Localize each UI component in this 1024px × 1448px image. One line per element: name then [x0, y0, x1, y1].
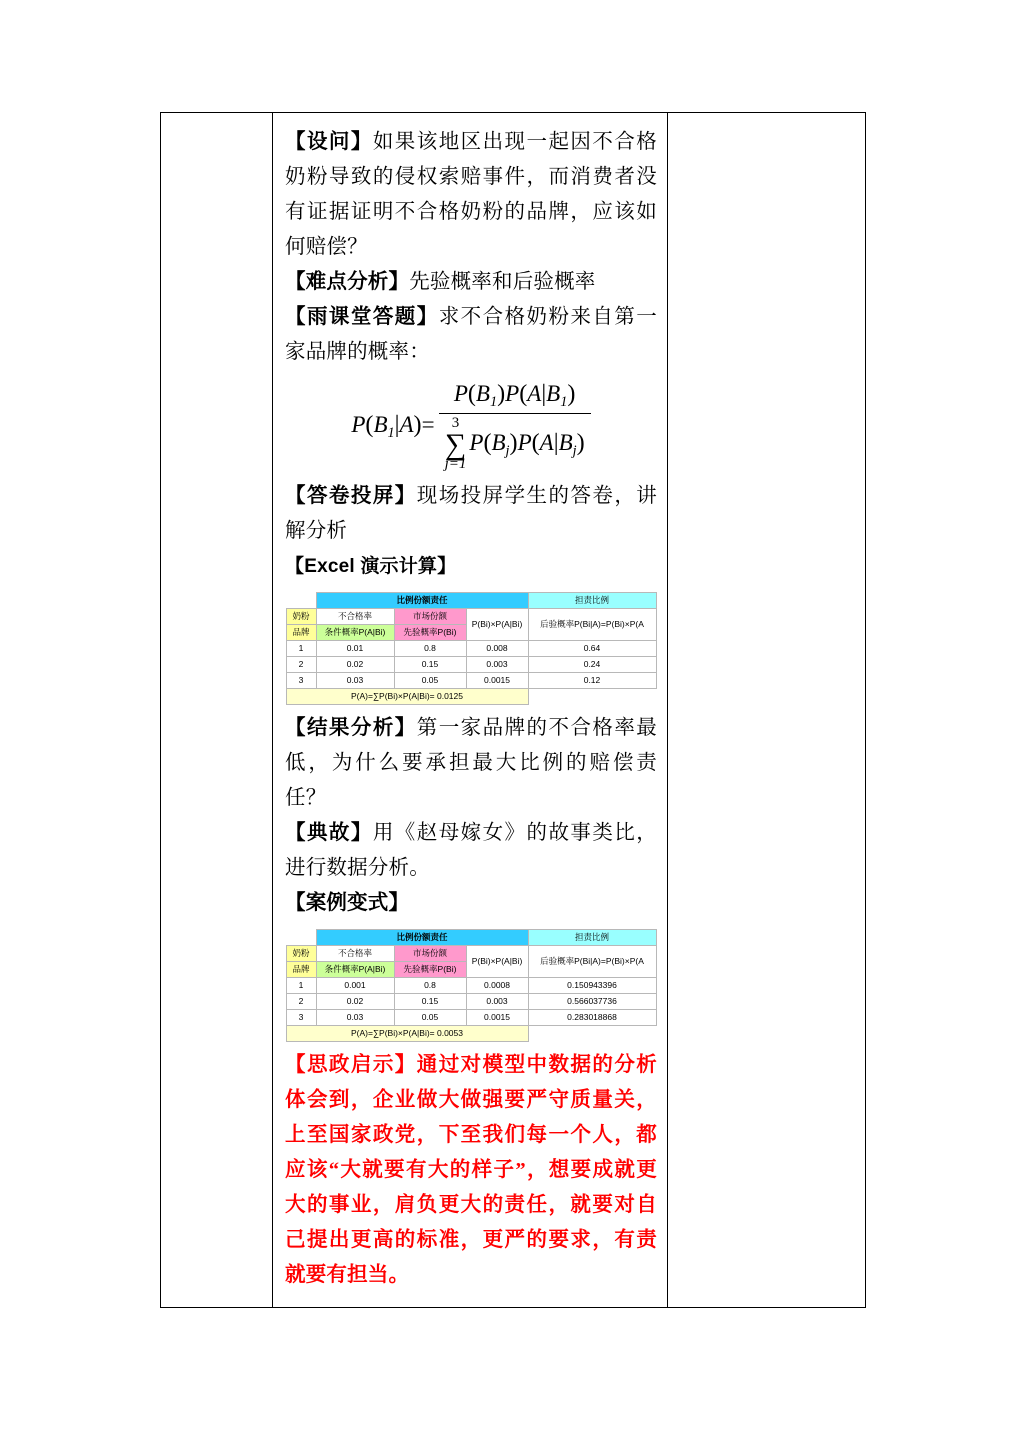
- excel-table-1-r3-share: 0.05: [394, 672, 466, 688]
- paragraph-quiz: [285, 300, 657, 370]
- excel-table-2-r3-share: 0.05: [394, 1009, 466, 1025]
- paragraph-ideological-insight: [285, 1048, 657, 1293]
- excel-table-1-share-title: 市场份额: [394, 608, 466, 624]
- excel-table-2-share-title: 市场份额: [394, 945, 466, 961]
- table-column-content: [273, 113, 668, 1307]
- paragraph-question-label: 【设问】: [285, 131, 373, 153]
- excel-table-1: [286, 592, 657, 705]
- excel-table-1-r2-rate: 0.02: [316, 656, 394, 672]
- table-row: [286, 640, 656, 656]
- paragraph-result-analysis-label: 【结果分析】: [285, 716, 417, 739]
- paragraph-difficulty: [285, 265, 657, 300]
- excel-table-2-r3-rate: 0.03: [316, 1009, 394, 1025]
- excel-table-1-product-header: P(Bi)×P(A|Bi): [466, 608, 528, 640]
- excel-table-1-rate-sub: 条件概率P(A|Bi): [316, 624, 394, 640]
- table-row: [286, 1009, 656, 1025]
- excel-table-2-brand-h1: 奶粉: [286, 945, 316, 961]
- excel-table-1-r3-product: 0.0015: [466, 672, 528, 688]
- excel-table-2-footer: P(A)=∑P(Bi)×P(A|Bi)= 0.0053: [286, 1025, 528, 1041]
- excel-table-1-r2-brand: 2: [286, 656, 316, 672]
- excel-table-2-rate-sub: 条件概率P(A|Bi): [316, 961, 394, 977]
- excel-table-1-wrapper: [285, 592, 657, 705]
- table-row: [286, 977, 656, 993]
- excel-table-2-brand-h2: 品牌: [286, 961, 316, 977]
- excel-table-2-r3-posterior: 0.283018868: [528, 1009, 656, 1025]
- formula-denominator-term: $P(B_j)P(A|B_j)$: [469, 428, 585, 459]
- excel-table-1-title: 比例份额责任: [316, 592, 528, 608]
- excel-table-1-r1-rate: 0.01: [316, 640, 394, 656]
- excel-table-2-r1-product: 0.0008: [466, 977, 528, 993]
- excel-table-2-rate-title: 不合格率: [316, 945, 394, 961]
- excel-table-2-r1-posterior: 0.150943396: [528, 977, 656, 993]
- formula-left-side: $P(B_1|A)=$: [351, 411, 435, 441]
- excel-table-2-r2-product: 0.003: [466, 993, 528, 1009]
- excel-table-1-share-sub: 先验概率P(Bi): [394, 624, 466, 640]
- excel-table-2-wrapper: [285, 929, 657, 1042]
- excel-table-1-r3-brand: 3: [286, 672, 316, 688]
- paragraph-ideological-insight-text: 通过对模型中数据的分析体会到，企业做大做强要严守质量关，上至国家政党，下至我们每一个人，都应该“大就要有大的样子”，想要成就更大的事业，肩负更大的责任，就要对自己提出更高的标准，更严的要求，有责就要有担当。: [285, 1053, 658, 1286]
- paragraph-difficulty-text: 先验概率和后验概率: [409, 271, 596, 293]
- summation-symbol: 3 ∑ j=1: [444, 414, 467, 473]
- paragraph-allusion-label: 【典故】: [285, 821, 373, 844]
- table-row: [286, 929, 656, 945]
- excel-table-2-r1-rate: 0.001: [316, 977, 394, 993]
- paragraph-screencast: [285, 479, 657, 549]
- excel-table-1-footer: P(A)=∑P(Bi)×P(A|Bi)= 0.0125: [286, 688, 528, 704]
- paragraph-result-analysis: [285, 711, 657, 816]
- paragraph-excel-demo-label: 【Excel 演示计算】: [285, 555, 457, 577]
- excel-table-2-r1-brand: 1: [286, 977, 316, 993]
- excel-table-2-share-sub: 先验概率P(Bi): [394, 961, 466, 977]
- paragraph-allusion: [285, 816, 657, 886]
- paragraph-question-text: 如果该地区出现一起因不合格奶粉导致的侵权索赔事件，而消费者没有证据证明不合格奶粉的品牌，应该如何赔偿？: [285, 131, 657, 258]
- excel-table-1-r3-rate: 0.03: [316, 672, 394, 688]
- excel-table-1-r2-product: 0.003: [466, 656, 528, 672]
- excel-table-1-responsibility-header: 担责比例: [528, 592, 656, 608]
- excel-table-2: [286, 929, 657, 1042]
- excel-table-2-posterior-header: 后验概率P(Bi|A)=P(Bi)×P(A: [528, 945, 656, 977]
- table-row: [286, 993, 656, 1009]
- excel-table-1-posterior-header: 后验概率P(Bi|A)=P(Bi)×P(A: [528, 608, 656, 640]
- formula-fraction: [439, 380, 591, 473]
- table-row: [286, 688, 656, 704]
- excel-table-2-r1-share: 0.8: [394, 977, 466, 993]
- paragraph-ideological-insight-label: 【思政启示】: [285, 1053, 417, 1076]
- paragraph-allusion-text: 用《赵母嫁女》的故事类比，进行数据分析。: [285, 821, 657, 879]
- paragraph-question: [285, 125, 657, 265]
- formula-numerator: $P(B_1)P(A|B_1)$: [453, 380, 576, 410]
- table-row: [286, 592, 656, 608]
- paragraph-quiz-text: 求不合格奶粉来自第一家品牌的概率：: [285, 306, 658, 363]
- excel-table-2-responsibility-header: 担责比例: [528, 929, 656, 945]
- paragraph-case-variant-label: 【案例变式】: [285, 891, 410, 914]
- excel-table-2-r3-brand: 3: [286, 1009, 316, 1025]
- excel-table-2-title: 比例份额责任: [316, 929, 528, 945]
- formula-denominator: [439, 413, 591, 473]
- excel-table-1-brand-h2: 品牌: [286, 624, 316, 640]
- excel-table-2-r2-share: 0.15: [394, 993, 466, 1009]
- table-row: [286, 945, 656, 961]
- excel-table-1-r3-posterior: 0.12: [528, 672, 656, 688]
- table-row: [286, 672, 656, 688]
- excel-table-1-r1-product: 0.008: [466, 640, 528, 656]
- table-column-right: [668, 113, 865, 1307]
- paragraph-case-variant: [285, 886, 657, 921]
- excel-table-1-r1-posterior: 0.64: [528, 640, 656, 656]
- paragraph-excel-demo: [285, 549, 657, 584]
- excel-table-2-r2-rate: 0.02: [316, 993, 394, 1009]
- paragraph-screencast-text: 现场投屏学生的答卷，讲解分析: [285, 484, 658, 542]
- excel-table-1-r1-brand: 1: [286, 640, 316, 656]
- table-row: [286, 656, 656, 672]
- excel-table-1-rate-title: 不合格率: [316, 608, 394, 624]
- lesson-plan-table: [160, 112, 866, 1308]
- paragraph-screencast-label: 【答卷投屏】: [285, 484, 417, 507]
- excel-table-2-r3-product: 0.0015: [466, 1009, 528, 1025]
- paragraph-difficulty-label: 【难点分析】: [285, 271, 410, 293]
- excel-table-1-r1-share: 0.8: [394, 640, 466, 656]
- bayes-formula: [285, 380, 657, 473]
- paragraph-quiz-label: 【雨课堂答题】: [285, 306, 439, 328]
- excel-table-2-r2-brand: 2: [286, 993, 316, 1009]
- paragraph-result-analysis-text: 第一家品牌的不合格率最低，为什么要承担最大比例的赔偿责任？: [285, 716, 658, 809]
- table-row: [286, 1025, 656, 1041]
- excel-table-2-r2-posterior: 0.566037736: [528, 993, 656, 1009]
- table-column-left: [161, 113, 273, 1307]
- excel-table-1-r2-share: 0.15: [394, 656, 466, 672]
- excel-table-1-brand-h1: 奶粉: [286, 608, 316, 624]
- excel-table-1-r2-posterior: 0.24: [528, 656, 656, 672]
- table-row: [286, 608, 656, 624]
- excel-table-2-product-header: P(Bi)×P(A|Bi): [466, 945, 528, 977]
